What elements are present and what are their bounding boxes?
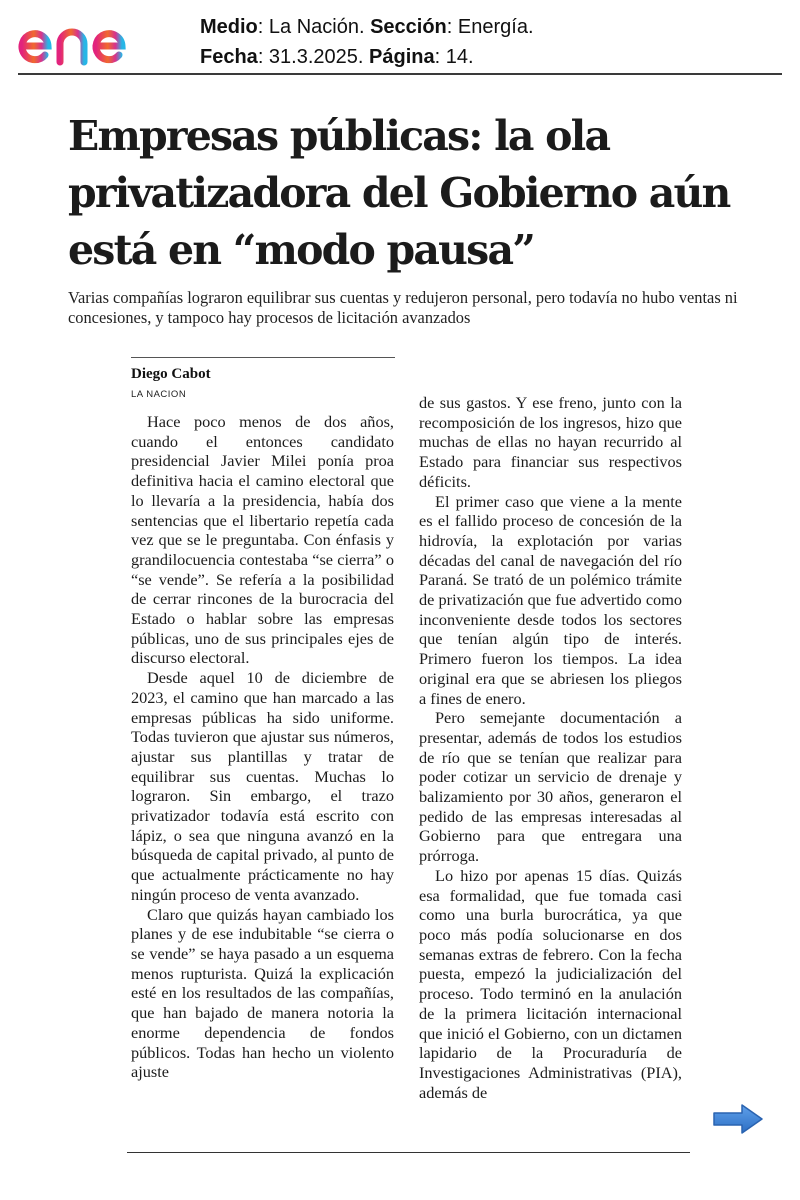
author-divider xyxy=(131,357,395,358)
article-column-2 xyxy=(419,393,682,1102)
paragraph: Lo hizo por apenas 15 días. Quizás esa formalidad, que fue tomada casi como una burla burocrática, ya que poco más podía solucionarse en dos semanas extras de febrero. Con la fecha puesta, empezó la judicialización del proceso. Todo terminó en la anulación de la primera licitación internacional que inició el Gobierno, con un dictamen lapidario de la Procuraduría de Investigaciones Administrativas (PIA), además de xyxy=(419,865,682,1102)
author-name: Diego Cabot xyxy=(131,366,211,382)
article-column-1 xyxy=(131,412,394,1082)
fecha-value: : 31.3.2025. xyxy=(257,46,370,68)
paragraph: Hace poco menos de dos años, cuando el entonces candidato presidencial Javier Milei ponía proa definitiva hacia el camino electoral que lo llevaría a la presidencia, había dos sentencias que el libertario repetía cada vez que se le preguntaba. Con énfasis y grandilocuencia contestaba “se cierra” o “se vende”. Se refería a la posibilidad de cerrar rincones de la burocracia del Estado o hablar sobre las empresas públicas, uno de sus principales ejes de discurso electoral. xyxy=(131,412,394,668)
publication-meta xyxy=(200,12,534,72)
author-outlet: LA NACION xyxy=(131,389,187,400)
meta-line-1 xyxy=(200,12,534,42)
paragraph: El primer caso que viene a la mente es el fallido proceso de concesión de la hidrovía, la explotación por varias décadas del canal de navegación del río Paraná. Se trató de un polémico trámite de privatización que fue advertido como inconveniente desde todos los sectores que tenían algún tipo de interés. Primero fueron los tiempos. La idea original era que se abriesen los pliegos a fines de enero. xyxy=(419,491,682,708)
pagina-value: : 14. xyxy=(434,46,474,68)
meta-line-2 xyxy=(200,42,534,72)
medio-value: : La Nación. xyxy=(257,16,371,38)
arrow-right-icon[interactable] xyxy=(712,1103,764,1135)
seccion-label: Sección xyxy=(370,16,447,38)
header-divider xyxy=(18,73,782,75)
seccion-value: : Energía. xyxy=(446,16,534,38)
enel-logo xyxy=(18,8,170,70)
medio-label: Medio xyxy=(200,16,258,38)
paragraph: de sus gastos. Y ese freno, junto con la recomposición de los ingresos, hizo que muchas de ellas no hayan recurrido al Estado para financiar sus respectivos déficits. xyxy=(419,393,682,491)
pagina-label: Página xyxy=(369,46,435,68)
article-headline: Empresas públicas: la ola privatizadora del Gobierno aún está en “modo pausa” xyxy=(68,112,730,274)
footer-divider xyxy=(127,1152,690,1153)
fecha-label: Fecha xyxy=(200,46,258,68)
paragraph: Desde aquel 10 de diciembre de 2023, el camino que han marcado a las empresas públicas ha sido uniforme. Todas tuvieron que ajustar sus números, ajustar sus plantillas y tratar de equilibrar sus cuentas. Muchas lo lograron. Sin embargo, el trazo privatizador todavía está escrito con lápiz, o sea que ninguna avanzó en la búsqueda de capital privado, al punto de que actualmente prácticamente no hay ningún proceso de venta avanzado. xyxy=(131,668,394,904)
article-deck: Varias compañías lograron equilibrar sus cuentas y redujeron personal, pero todavía no hubo ventas ni concesiones, y tampoco hay procesos de licitación avanzados xyxy=(68,288,738,327)
paragraph: Claro que quizás hayan cambiado los planes y de ese indubitable “se cierra o se vende” se haya pasado a un esquema menos rupturista. Quizá la explicación esté en los resultados de las compañías, que han bajado de manera notoria la enorme dependencia de fondos públicos. Todas han hecho un violento ajuste xyxy=(131,904,394,1082)
paragraph: Pero semejante documentación a presentar, además de todos los estudios de río que se tenían que realizar para poder cotizar un servicio de drenaje y balizamiento por 30 años, generaron el pedido de las empresas interesadas al Gobierno para que entregara una prórroga. xyxy=(419,708,682,866)
